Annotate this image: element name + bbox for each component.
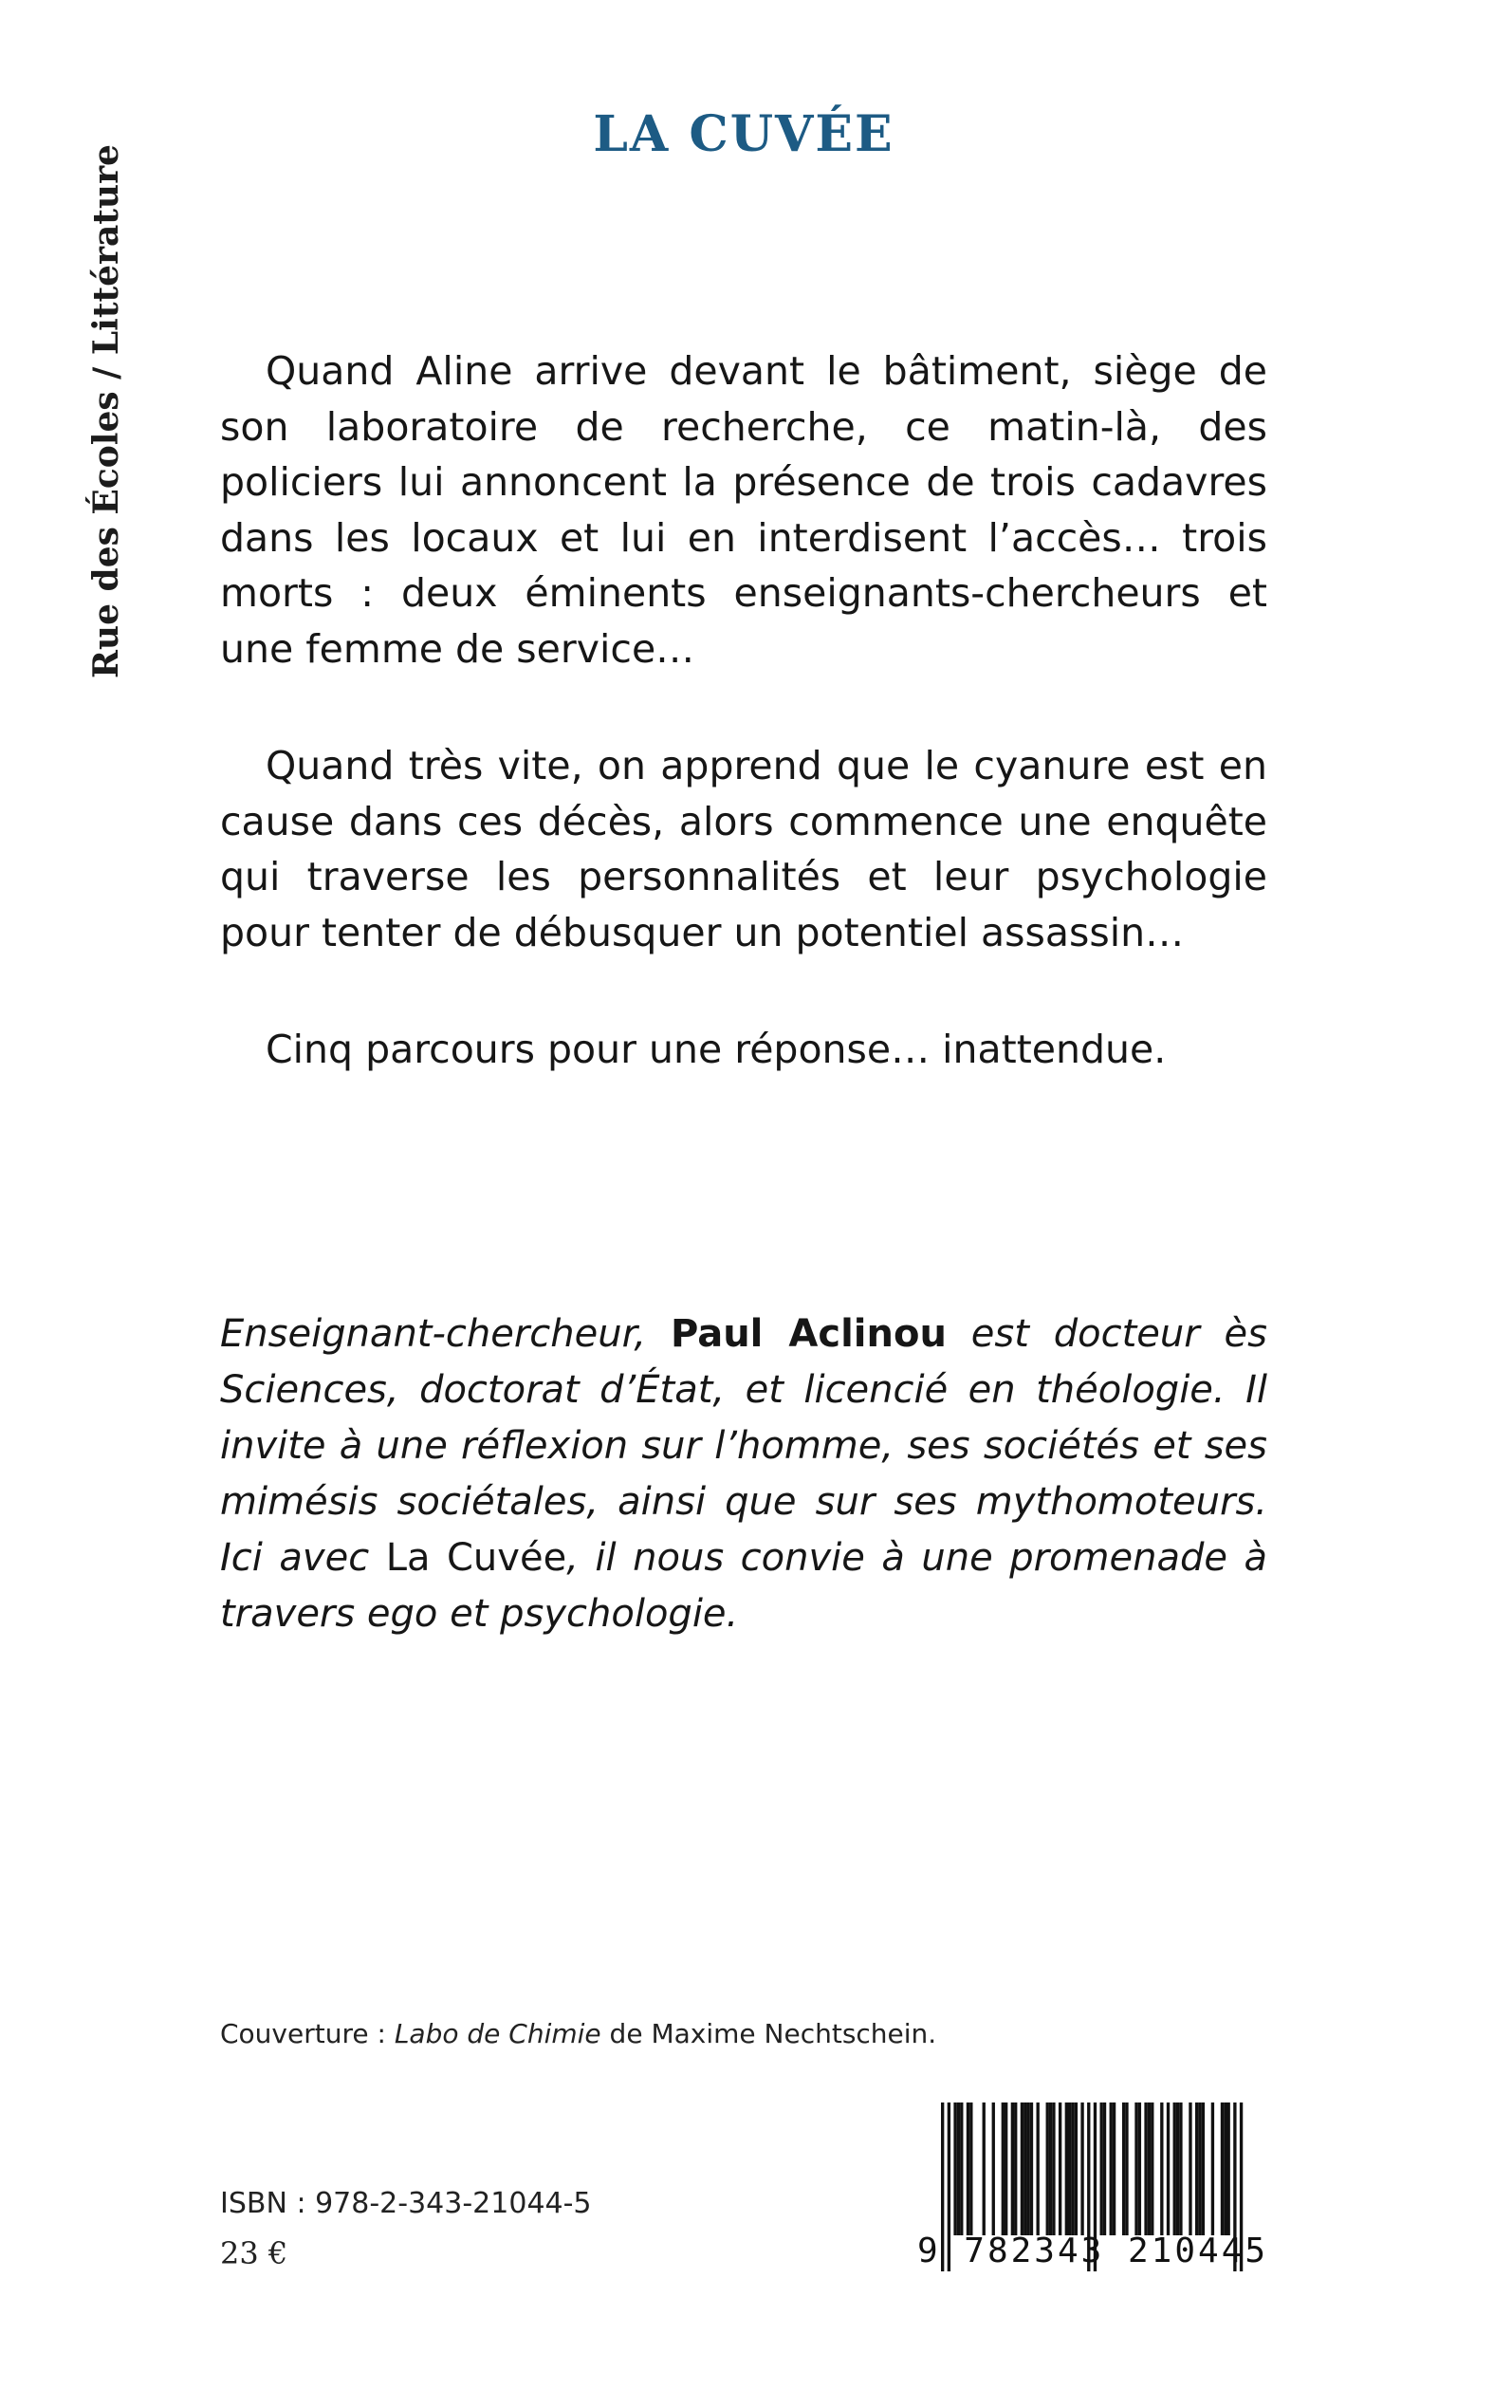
barcode-bar xyxy=(1030,2102,1033,2235)
barcode-bar xyxy=(992,2102,995,2235)
barcode-bar xyxy=(1071,2102,1074,2235)
barcode-bar xyxy=(960,2102,963,2235)
synopsis-text-3: Cinq parcours pour une réponse… inattendue. xyxy=(266,1027,1167,1072)
barcode-bar xyxy=(1049,2102,1052,2235)
barcode-bar xyxy=(1110,2102,1113,2235)
author-bio-prefix: Enseignant-chercheur, xyxy=(220,1312,671,1356)
barcode-bar xyxy=(1198,2102,1201,2235)
barcode-bar xyxy=(1224,2102,1226,2235)
barcode-bar xyxy=(1144,2102,1147,2235)
barcode-bar xyxy=(1100,2102,1103,2235)
barcode-bar xyxy=(1021,2102,1023,2235)
cover-credit-suffix: de Maxime Nechtschein. xyxy=(600,2018,937,2049)
cover-credit xyxy=(220,2015,936,2053)
barcode-bar xyxy=(1151,2102,1153,2235)
barcode-bar xyxy=(1005,2102,1007,2235)
barcode-bar xyxy=(1211,2102,1214,2235)
author-name: Paul Aclinou xyxy=(670,1312,947,1356)
barcode-bar xyxy=(1195,2102,1198,2235)
barcode-bar xyxy=(1113,2102,1116,2235)
barcode-bar xyxy=(1037,2102,1040,2235)
synopsis-paragraph-2 xyxy=(220,738,1267,960)
barcode-bar xyxy=(1134,2102,1137,2235)
barcode-bar xyxy=(1173,2102,1176,2235)
barcode-bar xyxy=(1103,2102,1106,2235)
barcode-bar xyxy=(1179,2102,1182,2235)
author-bio-part-2: , il nous convie à une promenade à travers ego et psychologie. xyxy=(220,1536,1267,1636)
barcode-bar xyxy=(1046,2102,1049,2235)
barcode-bar xyxy=(1148,2102,1151,2235)
barcode-bar xyxy=(1160,2102,1163,2235)
author-bio-book-title: La Cuvée xyxy=(385,1536,567,1580)
barcode-bar xyxy=(1125,2102,1128,2235)
synopsis-text-2: Quand très vite, on apprend que le cyanure est en cause dans ces décès, alors commence une enquête qui traverse les personnalités et leur psychologie pour tenter de débusquer un potentiel assassin… xyxy=(220,743,1267,955)
barcode-bar xyxy=(1052,2102,1055,2235)
barcode-bar xyxy=(1202,2102,1205,2235)
barcode-bar xyxy=(1075,2102,1078,2235)
spine-collection-label: Rue des Écoles / Littérature xyxy=(86,144,126,678)
price: 23 € xyxy=(220,2235,288,2271)
barcode-bar xyxy=(1059,2102,1061,2235)
author-bio-part-1: est docteur ès Sciences, doctorat d’État, et licencié en théologie. Il invite à une réflexion sur l’homme, ses sociétés et ses mimésis sociétales, ainsi que sur ses mythomoteurs. Ici avec xyxy=(220,1312,1267,1580)
barcode-bar xyxy=(1068,2102,1071,2235)
barcode-bar xyxy=(1080,2102,1083,2235)
barcode-bar xyxy=(1011,2102,1014,2235)
barcode-bar xyxy=(953,2102,956,2235)
barcode-bar xyxy=(967,2102,969,2235)
cover-credit-work: Labo de Chimie xyxy=(394,2018,601,2049)
synopsis-text-1: Quand Aline arrive devant le bâtiment, siège de son laboratoire de recherche, ce matin-là, des policiers lui annoncent la présence de trois cadavres dans les locaux et lui en interdisent l’accès… trois morts : deux éminents enseignants-chercheurs et une femme de service… xyxy=(220,348,1267,672)
synopsis-paragraph-1 xyxy=(220,343,1267,676)
barcode-bar xyxy=(1023,2102,1026,2235)
author-bio xyxy=(220,1306,1267,1642)
barcode-bar xyxy=(1167,2102,1170,2235)
cover-credit-prefix: Couverture : xyxy=(220,2018,395,2049)
synopsis-paragraph-3 xyxy=(220,1022,1267,1078)
barcode-bar xyxy=(1189,2102,1191,2235)
book-title: LA CUVÉE xyxy=(593,105,894,163)
barcode-bar xyxy=(1014,2102,1017,2235)
barcode-bar xyxy=(1138,2102,1141,2235)
barcode-bar xyxy=(983,2102,986,2235)
barcode-bar xyxy=(1065,2102,1068,2235)
barcode-bar xyxy=(1026,2102,1029,2235)
isbn-number: ISBN : 978-2-343-21044-5 xyxy=(220,2187,592,2220)
barcode-bar xyxy=(1221,2102,1224,2235)
barcode-bar xyxy=(957,2102,960,2235)
barcode-bar xyxy=(969,2102,972,2235)
barcode-bar xyxy=(1002,2102,1005,2235)
barcode-bar xyxy=(1122,2102,1125,2235)
barcode-bar xyxy=(1227,2102,1230,2235)
barcode-digits: 9 782343 210445 xyxy=(916,2232,1269,2270)
barcode-bar xyxy=(1176,2102,1179,2235)
